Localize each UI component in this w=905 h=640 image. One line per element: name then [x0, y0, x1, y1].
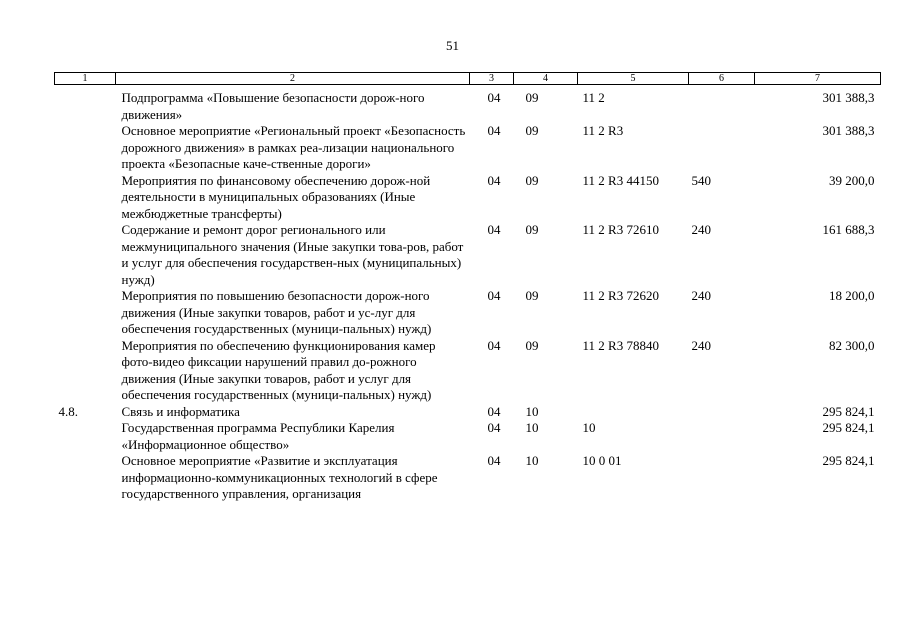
row-section: 04: [487, 222, 501, 237]
row-name: Основное мероприятие «Развитие и эксплуатация информационно-коммуникационных технологий в сфере государственного управления, организация: [121, 453, 438, 501]
table-header: [55, 73, 881, 85]
column-header-expense-type: 6: [689, 73, 755, 85]
row-target-article: 11 2 R3: [582, 123, 624, 138]
row-section: 04: [487, 288, 501, 303]
column-header-subsection: 4: [514, 73, 578, 85]
row-number: [55, 123, 116, 173]
row-target-article: 11 2 R3 78840: [582, 337, 659, 353]
row-amount: 295 824,1: [822, 453, 875, 468]
row-amount: 39 200,0: [829, 172, 875, 188]
row-number: [55, 222, 116, 288]
row-name: Мероприятия по повышению безопасности дорож-ного движения (Иные закупки товаров, работ и ус-луг для обеспечения государственных (муници-пальных) нужд): [121, 288, 432, 336]
row-name: Основное мероприятие «Региональный проект «Безопасность дорожного движения» в рамках реа-лизации национального проекта «Безопасные каче-ственные дороги»: [121, 123, 466, 171]
row-name: Мероприятия по обеспечению функционирования камер фото-видео фиксации нарушений правил до-рожного движения (Иные закупки товаров, работ и услуг для обеспечения государственных (муници-пальных) нужд): [121, 337, 436, 402]
row-subsection: 10: [525, 453, 539, 468]
row-expense-type: [689, 420, 755, 453]
column-header-number: 1: [55, 73, 116, 85]
row-name: Связь и информатика: [121, 403, 240, 419]
row-section: 04: [487, 90, 501, 105]
row-target-article: 11 2 R3 72620: [582, 288, 659, 303]
table-row: [55, 85, 881, 124]
row-section: 04: [487, 123, 501, 138]
row-amount: 161 688,3: [822, 222, 875, 237]
row-number: [55, 453, 116, 503]
row-subsection: 09: [525, 288, 539, 303]
row-section: 04: [487, 420, 501, 435]
row-number: [55, 420, 116, 453]
table-row: [55, 453, 881, 503]
row-expense-type: 540: [691, 172, 711, 188]
row-target-article: 11 2 R3 44150: [582, 172, 659, 188]
column-header-target-article: 5: [578, 73, 689, 85]
row-amount: 295 824,1: [822, 403, 875, 419]
table-row: [55, 420, 881, 453]
row-number: 4.8.: [58, 403, 78, 419]
budget-table: [54, 72, 881, 503]
row-section: 04: [487, 403, 501, 419]
row-amount: 295 824,1: [822, 420, 875, 435]
table-row: [55, 123, 881, 173]
row-name: Мероприятия по финансовому обеспечению дорож-ной деятельности в муниципальных образованиях (Иные межбюджетные трансферты): [121, 172, 431, 221]
table-row: [55, 288, 881, 338]
table-row: [55, 222, 881, 288]
row-expense-type: [689, 123, 755, 173]
row-subsection: 09: [525, 337, 539, 353]
row-name: Государственная программа Республики Карелия «Информационное общество»: [121, 420, 395, 452]
row-amount: 18 200,0: [829, 288, 875, 303]
table-row: [55, 338, 881, 404]
row-amount: 301 388,3: [822, 123, 875, 138]
row-number: [55, 288, 116, 338]
row-target-article: 10: [582, 420, 596, 435]
row-number: [55, 85, 116, 124]
row-expense-type: 240: [691, 337, 711, 353]
row-name: Подпрограмма «Повышение безопасности дорож-ного движения»: [121, 90, 425, 122]
column-header-name: 2: [116, 73, 470, 85]
row-expense-type: [689, 453, 755, 503]
row-target-article: 11 2 R3 72610: [582, 222, 659, 237]
header-row: [55, 73, 881, 85]
row-subsection: 09: [525, 90, 539, 105]
row-subsection: 10: [525, 420, 539, 435]
row-number: [55, 338, 116, 404]
column-header-amount: 7: [755, 73, 881, 85]
page-number: 51: [446, 38, 459, 53]
row-expense-type: [689, 404, 755, 421]
row-amount: 301 388,3: [822, 90, 875, 105]
row-section: 04: [487, 453, 501, 468]
row-subsection: 09: [525, 222, 539, 237]
row-expense-type: 240: [691, 288, 711, 303]
row-target-article: 10 0 01: [582, 453, 622, 468]
row-subsection: 09: [525, 172, 539, 188]
row-number: [55, 173, 116, 223]
row-name: Содержание и ремонт дорог регионального или межмуниципального значения (Иные закупки това-ров, работ и услуг для обеспечения государствен-ных (муниципальных) нужд): [121, 222, 464, 287]
row-target-article: 11 2: [582, 90, 605, 105]
table-body: [55, 85, 881, 503]
column-header-section: 3: [470, 73, 514, 85]
row-amount: 82 300,0: [829, 337, 875, 353]
table-row: [55, 404, 881, 421]
row-subsection: 09: [525, 123, 539, 138]
row-target-article: [578, 404, 689, 421]
row-subsection: 10: [525, 403, 539, 419]
row-expense-type: [689, 85, 755, 124]
row-section: 04: [487, 172, 501, 188]
row-expense-type: 240: [691, 222, 711, 237]
table-row: [55, 173, 881, 223]
row-section: 04: [487, 337, 501, 353]
